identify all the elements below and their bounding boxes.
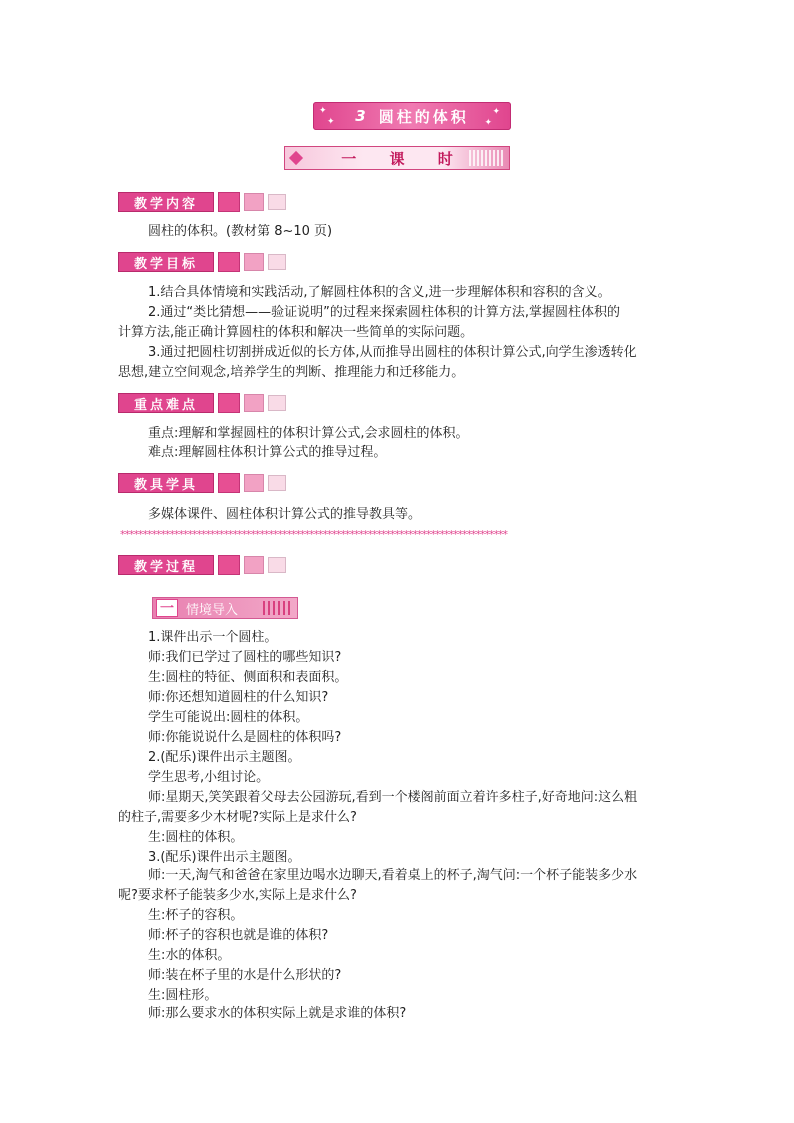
bar-decoration: [263, 601, 293, 615]
square-decoration: [244, 394, 264, 412]
process-line: 师:杯子的容积也就是谁的体积?: [148, 928, 329, 943]
diamond-icon: [289, 151, 303, 165]
lesson-label: 一 课 时: [341, 149, 467, 168]
process-line: 师:你还想知道圆柱的什么知识?: [148, 690, 329, 705]
tool-line: 多媒体课件、圆柱体积计算公式的推导教具等。: [148, 507, 422, 522]
section-label: 教学内容: [118, 192, 214, 212]
process-line: 生:圆柱的特征、侧面积和表面积。: [148, 670, 348, 685]
star-divider: **************************************************************************************: [120, 529, 507, 541]
square-decoration: [218, 192, 240, 212]
goal-line: 2.通过“类比猜想——验证说明”的过程来探索圆柱体积的计算方法,掌握圆柱体积的: [148, 305, 621, 320]
subsection-title: 情境导入: [186, 602, 239, 618]
process-line: 学生可能说出:圆柱的体积。: [148, 710, 309, 725]
process-line: 1.课件出示一个圆柱。: [148, 630, 278, 645]
section-header-keypoints: [118, 393, 286, 413]
section-header-goals: [118, 252, 286, 272]
star-icon: ✦: [319, 106, 330, 116]
process-line: 师:装在杯子里的水是什么形状的?: [148, 968, 342, 983]
subsection-number: 一: [156, 599, 178, 617]
square-decoration: [268, 475, 286, 491]
section-label: 教学目标: [118, 252, 214, 272]
section-label: 教具学具: [118, 473, 214, 493]
square-decoration: [244, 556, 264, 574]
square-decoration: [244, 253, 264, 271]
process-line: 生:水的体积。: [148, 948, 231, 963]
section-label: 重点难点: [118, 393, 214, 413]
square-decoration: [218, 473, 240, 493]
process-line: 师:一天,淘气和爸爸在家里边喝水边聊天,看着桌上的杯子,淘气问:一个杯子能装多少水: [148, 868, 638, 883]
process-line: 师:星期天,笑笑跟着父母去公园游玩,看到一个楼阁前面立着许多柱子,好奇地问:这么粗: [148, 790, 638, 805]
keypoint-line: 难点:理解圆柱体积计算公式的推导过程。: [148, 445, 387, 460]
square-decoration: [268, 194, 286, 210]
square-decoration: [244, 474, 264, 492]
goal-line: 思想,建立空间观念,培养学生的判断、推理能力和迁移能力。: [118, 365, 465, 380]
square-decoration: [244, 193, 264, 211]
section-label: 教学过程: [118, 555, 214, 575]
section-header-process: [118, 555, 286, 575]
process-line: 师:那么要求水的体积实际上就是求谁的体积?: [148, 1006, 407, 1021]
goal-line: 1.结合具体情境和实践活动,了解圆柱体积的含义,进一步理解体积和容积的含义。: [148, 285, 611, 300]
section-header-tools: [118, 473, 286, 493]
stripe-decoration: [469, 150, 505, 166]
process-line: 师:你能说说什么是圆柱的体积吗?: [148, 730, 342, 745]
chapter-title: 圆柱的体积: [378, 107, 469, 126]
process-line: 2.(配乐)课件出示主题图。: [148, 750, 301, 765]
content-line: 圆柱的体积。(教材第 8~10 页): [148, 224, 333, 239]
star-icon: ✦: [327, 117, 338, 127]
square-decoration: [268, 557, 286, 573]
process-line: 生:圆柱形。: [148, 988, 218, 1003]
goal-line: 计算方法,能正确计算圆柱的体积和解决一些简单的实际问题。: [118, 325, 474, 340]
process-line: 生:圆柱的体积。: [148, 830, 244, 845]
subsection-header: [152, 597, 298, 619]
keypoint-line: 重点:理解和掌握圆柱的体积计算公式,会求圆柱的体积。: [148, 426, 469, 441]
lesson-bar: [284, 146, 510, 170]
square-decoration: [268, 395, 286, 411]
square-decoration: [218, 393, 240, 413]
process-line: 学生思考,小组讨论。: [148, 770, 270, 785]
process-line: 3.(配乐)课件出示主题图。: [148, 850, 301, 865]
star-icon: ✦: [492, 107, 503, 117]
process-line: 师:我们已学过了圆柱的哪些知识?: [148, 650, 342, 665]
process-line: 生:杯子的容积。: [148, 908, 244, 923]
process-line: 呢?要求杯子能装多少水,实际上是求什么?: [118, 888, 357, 903]
star-icon: ✦: [484, 118, 495, 128]
square-decoration: [268, 254, 286, 270]
process-line: 的柱子,需要多少木材呢?实际上是求什么?: [118, 810, 357, 825]
chapter-number: 3: [355, 107, 369, 125]
chapter-title-banner: [313, 102, 511, 130]
square-decoration: [218, 555, 240, 575]
section-header-content: [118, 192, 286, 212]
goal-line: 3.通过把圆柱切割拼成近似的长方体,从而推导出圆柱的体积计算公式,向学生渗透转化: [148, 345, 637, 360]
square-decoration: [218, 252, 240, 272]
